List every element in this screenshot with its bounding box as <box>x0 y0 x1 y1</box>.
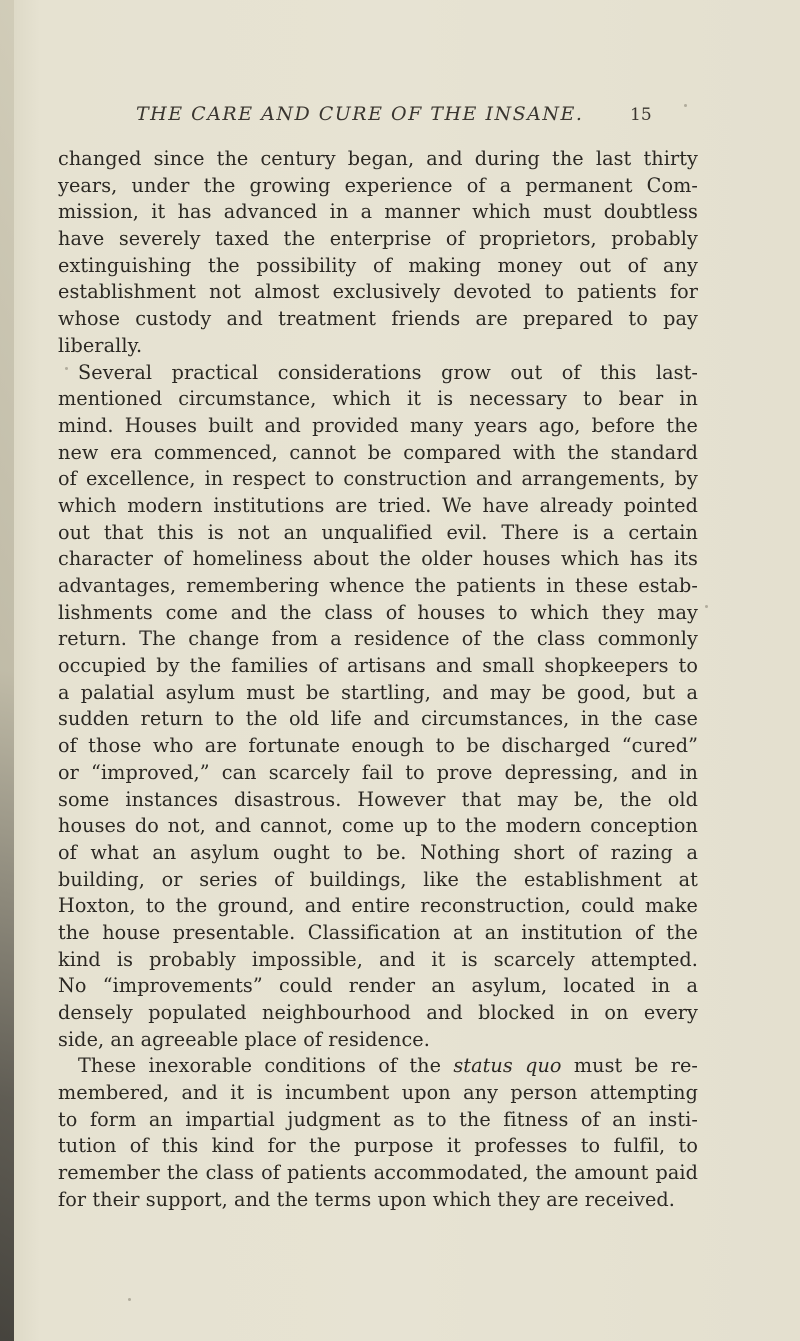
text-line: houses do not, and cannot, come up to the modern conception <box>58 814 698 838</box>
text-line: of those who are fortunate enough to be discharged “cured” <box>58 734 698 758</box>
text-line: tution of this kind for the purpose it professes to fulfil, to <box>58 1134 698 1158</box>
text-line: years, under the growing experience of a permanent Com- <box>58 173 698 197</box>
text-line: to form an impartial judgment as to the fitness of an insti- <box>58 1107 698 1131</box>
text-line: extinguishing the possibility of making money out of any <box>58 253 698 277</box>
text-line: advantages, remembering whence the patients in these estab- <box>58 574 698 597</box>
text-line: new era commenced, cannot be compared with the standard <box>58 440 698 464</box>
text-line: Several practical considerations grow out of this last- <box>78 360 698 384</box>
italic-phrase: status quo <box>453 1054 562 1078</box>
text-line: out that this is not an unqualified evil. There is a certain <box>58 520 698 544</box>
text-line: the house presentable. Classification at an institution of the <box>58 920 698 944</box>
text-line: which modern institutions are tried. We have already pointed <box>58 493 698 517</box>
paper-fleck <box>128 1298 131 1301</box>
text-line: liberally. <box>58 333 143 357</box>
text-line: or “improved,” can scarcely fail to prove depressing, and in <box>58 760 698 784</box>
text-line: whose custody and treatment friends are prepared to pay <box>58 307 698 331</box>
text-fragment: These inexorable conditions of the <box>78 1054 442 1078</box>
text-line: mentioned circumstance, which it is necessary to bear in <box>58 387 698 411</box>
text-fragment: must be re- <box>573 1054 699 1078</box>
text-line: establishment not almost exclusively devoted to patients for <box>58 280 698 304</box>
text-line: character of homeliness about the older houses which has its <box>58 547 698 571</box>
text-line: occupied by the families of artisans and small shopkeepers to <box>58 654 698 678</box>
running-title: THE CARE AND CURE OF THE INSANE. <box>136 103 584 125</box>
text-line: densely populated neighbourhood and blocked in on every <box>58 1001 698 1024</box>
paper-fleck <box>684 104 687 107</box>
text-line: of what an asylum ought to be. Nothing short of razing a <box>58 840 698 864</box>
text-line: building, or series of buildings, like the establishment at <box>58 867 698 891</box>
text-line: kind is probably impossible, and it is scarcely attempted. <box>58 947 698 971</box>
text-line: side, an agreeable place of residence. <box>58 1027 430 1051</box>
text-line: mind. Houses built and provided many years ago, before the <box>58 413 698 437</box>
text-line: remember the class of patients accommodated, the amount paid <box>58 1161 698 1185</box>
text-line: have severely taxed the enterprise of proprietors, probably <box>58 227 698 251</box>
text-line: of excellence, in respect to construction and arrangements, by <box>58 467 698 491</box>
paper-fleck <box>705 605 708 608</box>
text-line: membered, and it is incumbent upon any person attempting <box>58 1081 698 1105</box>
page-number: 15 <box>630 105 652 125</box>
text-line: mission, it has advanced in a manner which must doubtless <box>58 200 698 224</box>
text-line: sudden return to the old life and circumstances, in the case <box>58 707 698 731</box>
text-line: changed since the century began, and during the last thirty <box>58 147 698 170</box>
binding-shadow <box>0 0 14 1341</box>
text-line-mixed <box>58 1053 698 1080</box>
text-line: return. The change from a residence of the class commonly <box>58 627 698 651</box>
text-line: some instances disastrous. However that may be, the old <box>58 787 698 811</box>
text-line: Hoxton, to the ground, and entire reconstruction, could make <box>58 894 698 918</box>
page-header <box>136 103 676 133</box>
paper-fleck <box>65 367 68 370</box>
text-line: No “improvements” could render an asylum, located in a <box>58 974 698 998</box>
text-line: lishments come and the class of houses to which they may <box>58 600 698 624</box>
text-line: for their support, and the terms upon which they are received. <box>58 1187 675 1211</box>
text-line: a palatial asylum must be startling, and may be good, but a <box>58 680 698 704</box>
body-text <box>58 146 698 1214</box>
